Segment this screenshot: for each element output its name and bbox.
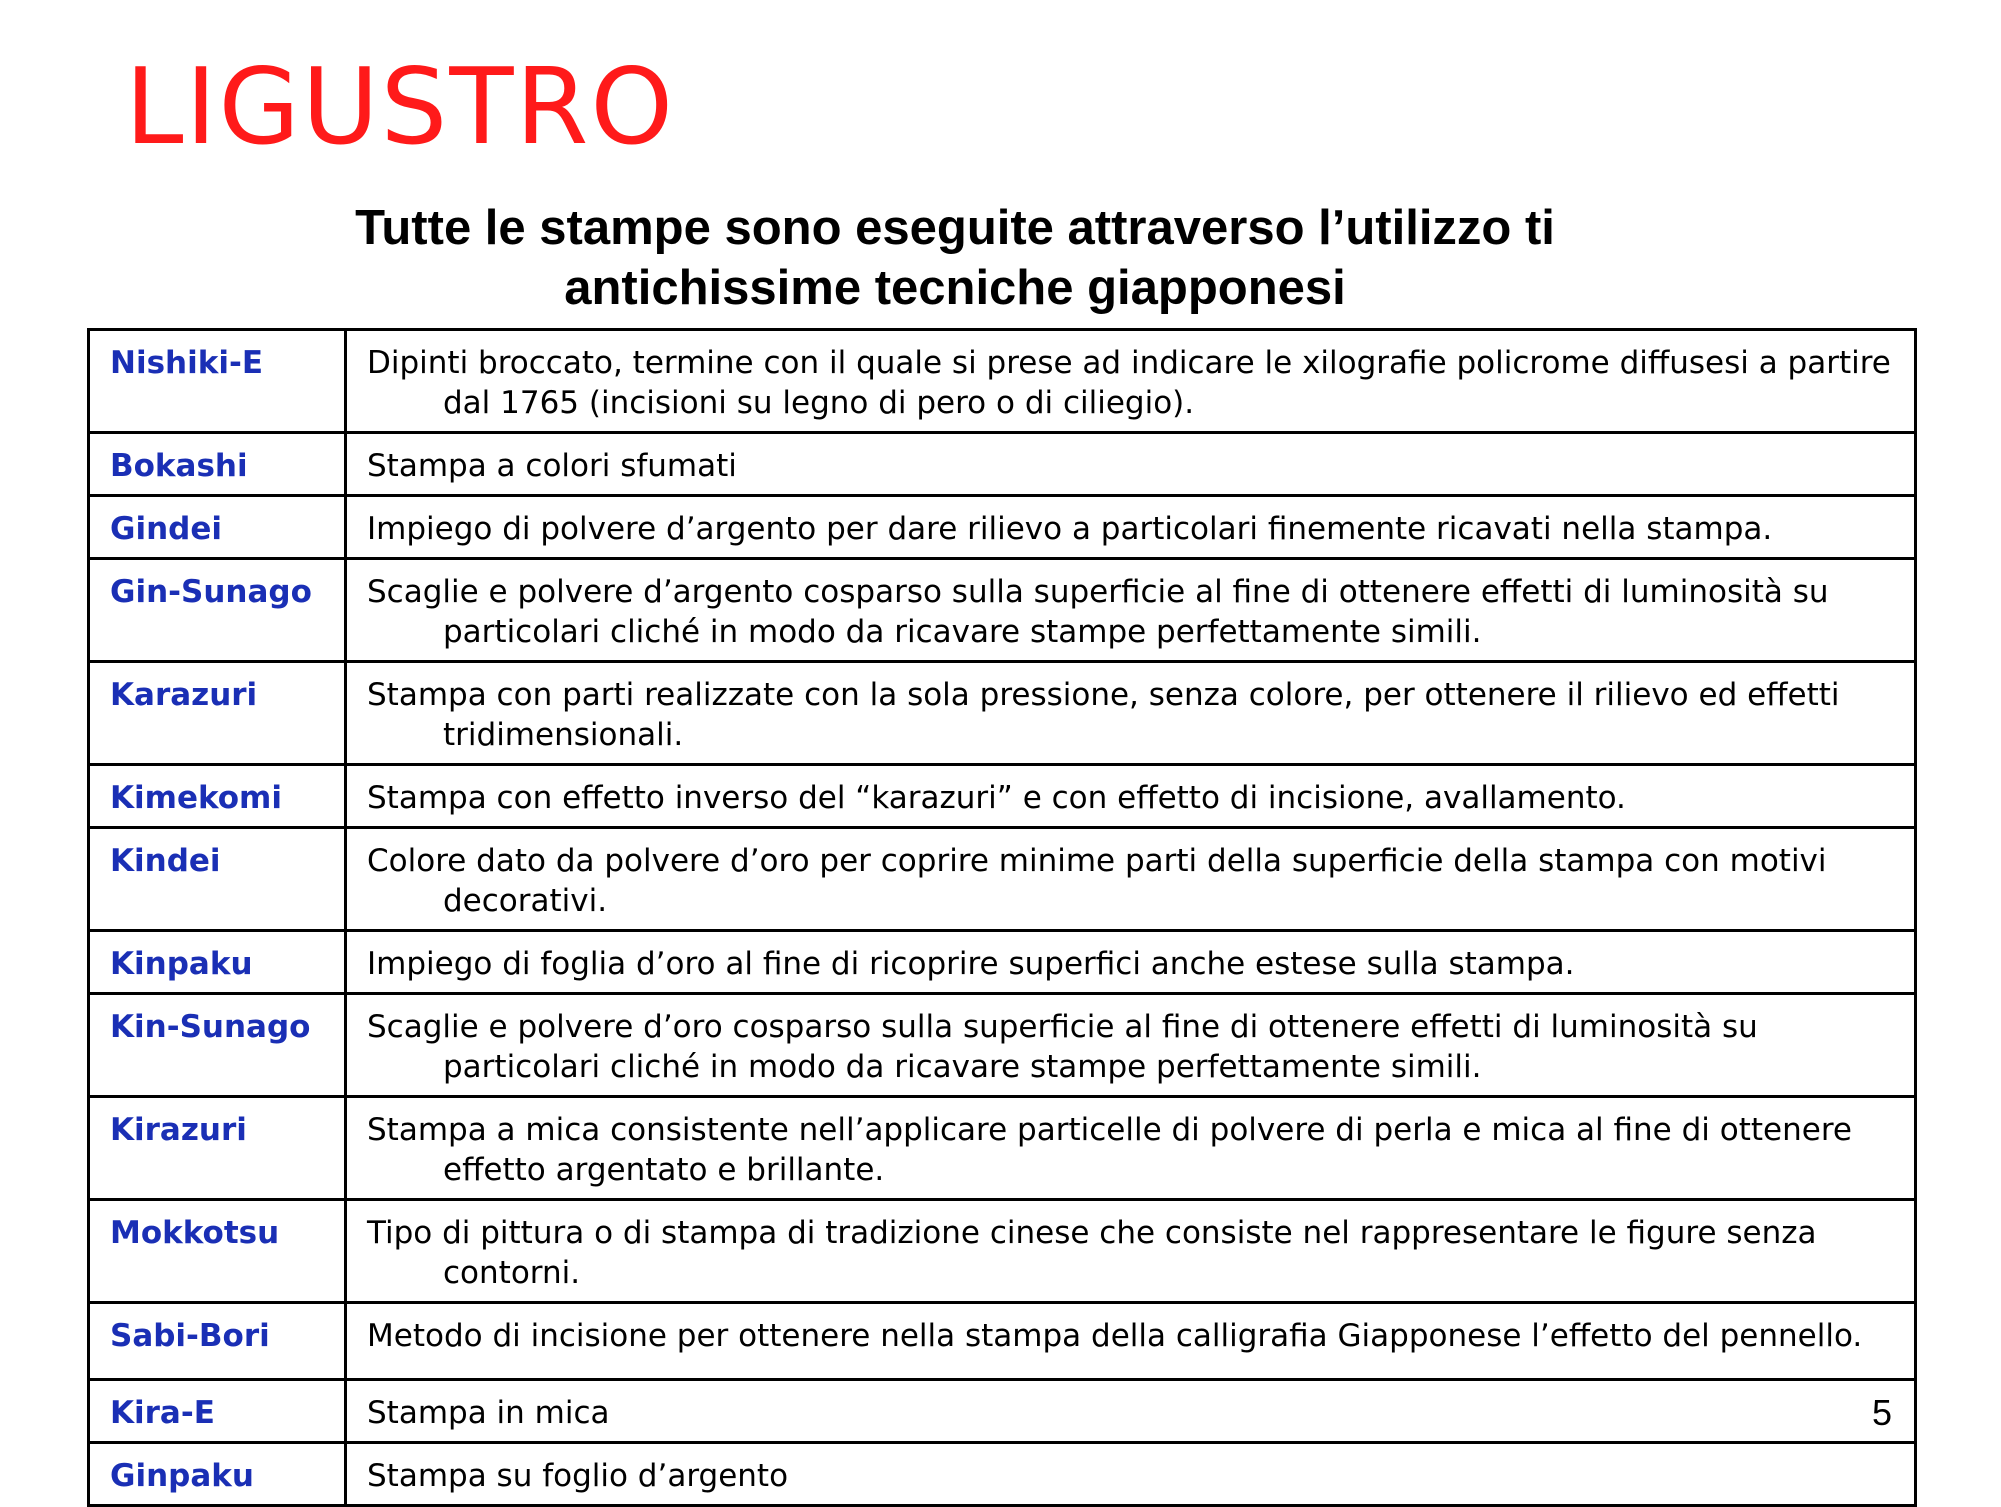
definition-cell [346, 1200, 1916, 1303]
table-row [89, 559, 1916, 662]
term-cell: Gin-Sunago [89, 559, 346, 662]
definition-text: Dipinti broccato, termine con il quale si prese ad indicare le xilografie policrome diffusesi a partire dal 1765 (incisioni su legno di pero o di ciliegio). [367, 345, 1891, 421]
definition-cell [346, 828, 1916, 931]
definition-text: Metodo di incisione per ottenere nella stampa della calligrafia Giapponese l’effetto del pennello. [367, 1318, 1863, 1354]
table-row [89, 1380, 1916, 1443]
table-row [89, 1303, 1916, 1380]
definition-cell [346, 330, 1916, 433]
page-number: 5 [1872, 1392, 1893, 1433]
term-cell: Sabi-Bori [89, 1303, 346, 1380]
techniques-table [87, 328, 1917, 1507]
term-cell: Gindei [89, 496, 346, 559]
definition-cell [346, 1380, 1916, 1443]
definition-cell [346, 1443, 1916, 1506]
term-cell: Kindei [89, 828, 346, 931]
term-cell: Mokkotsu [89, 1200, 346, 1303]
term-cell: Kin-Sunago [89, 994, 346, 1097]
definition-text: Impiego di foglia d’oro al fine di ricoprire superfici anche estese sulla stampa. [367, 946, 1575, 982]
definition-text: Stampa in mica [367, 1395, 610, 1431]
definition-cell [346, 662, 1916, 765]
table-row [89, 765, 1916, 828]
subtitle-line-2: antichissime tecniche giapponesi [564, 261, 1346, 315]
table-row [89, 828, 1916, 931]
term-cell: Kira-E [89, 1380, 346, 1443]
table-row [89, 994, 1916, 1097]
term-cell: Kirazuri [89, 1097, 346, 1200]
definition-cell [346, 994, 1916, 1097]
definition-cell [346, 1303, 1916, 1380]
table-row [89, 433, 1916, 496]
definition-text: Stampa su foglio d’argento [367, 1458, 789, 1494]
definition-cell [346, 433, 1916, 496]
definition-text: Stampa con effetto inverso del “karazuri” e con effetto di incisione, avallamento. [367, 780, 1626, 816]
table-row [89, 931, 1916, 994]
definition-cell [346, 931, 1916, 994]
definition-text: Tipo di pittura o di stampa di tradizione cinese che consiste nel rappresentare le figure senza contorni. [367, 1215, 1817, 1291]
table-row [89, 496, 1916, 559]
table-row [89, 1443, 1916, 1506]
term-cell: Nishiki-E [89, 330, 346, 433]
table-row [89, 1200, 1916, 1303]
definition-text: Stampa a mica consistente nell’applicare particelle di polvere di perla e mica al fine di ottenere effetto argentato e brillante. [367, 1112, 1852, 1188]
term-cell: Kinpaku [89, 931, 346, 994]
definition-cell [346, 765, 1916, 828]
definition-text: Stampa con parti realizzate con la sola pressione, senza colore, per ottenere il rilievo ed effetti tridimensionali. [367, 677, 1840, 753]
term-cell: Bokashi [89, 433, 346, 496]
definition-text: Colore dato da polvere d’oro per coprire minime parti della superficie della stampa con motivi decorativi. [367, 843, 1827, 919]
definition-cell [346, 559, 1916, 662]
definition-text: Scaglie e polvere d’argento cosparso sulla superficie al fine di ottenere effetti di luminosità su particolari cliché in modo da ricavare stampe perfettamente simili. [367, 574, 1829, 650]
table-row [89, 1097, 1916, 1200]
definition-text: Stampa a colori sfumati [367, 448, 737, 484]
definition-cell [346, 1097, 1916, 1200]
term-cell: Ginpaku [89, 1443, 346, 1506]
term-cell: Karazuri [89, 662, 346, 765]
subtitle-line-1: Tutte le stampe sono eseguite attraverso l’utilizzo ti [355, 201, 1555, 255]
brand-title: LIGUSTRO [125, 46, 676, 168]
table-row [89, 662, 1916, 765]
definition-text: Impiego di polvere d’argento per dare rilievo a particolari finemente ricavati nella stampa. [367, 511, 1773, 547]
subtitle [250, 198, 1660, 318]
definition-text: Scaglie e polvere d’oro cosparso sulla superficie al fine di ottenere effetti di luminosità su particolari cliché in modo da ricavare stampe perfettamente simili. [367, 1009, 1758, 1085]
term-cell: Kimekomi [89, 765, 346, 828]
definition-cell [346, 496, 1916, 559]
table-row [89, 330, 1916, 433]
